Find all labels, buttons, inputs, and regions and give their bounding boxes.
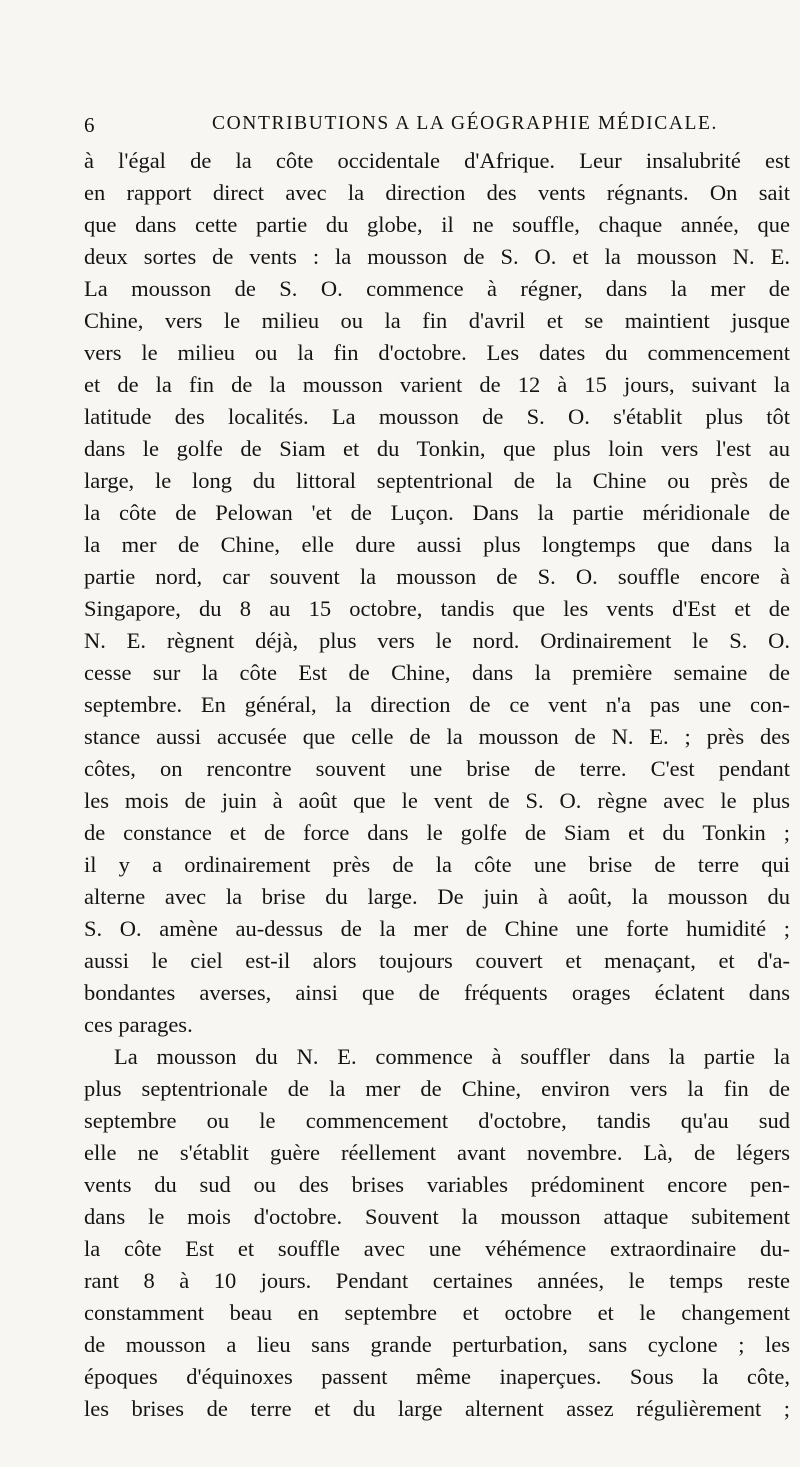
text-line: deux sortes de vents : la mousson de S. O. et la mousson N. E. [84, 244, 790, 269]
text-line: latitude des localités. La mousson de S. O. s'établit plus tôt [84, 404, 790, 429]
text-line: Singapore, du 8 au 15 octobre, tandis que les vents d'Est et de [84, 596, 790, 621]
text-line: large, le long du littoral septentrional de la Chine ou près de [84, 468, 790, 493]
page-number: 6 [84, 113, 96, 137]
text-line: N. E. règnent déjà, plus vers le nord. Ordinairement le S. O. [84, 628, 790, 653]
text-line: Chine, vers le milieu ou la fin d'avril et se maintient jusque [84, 308, 790, 333]
text-line: dans le golfe de Siam et du Tonkin, que plus loin vers l'est au [84, 436, 790, 461]
text-line: vents du sud ou des brises variables prédominent encore pen- [84, 1172, 790, 1197]
text-line: septembre. En général, la direction de ce vent n'a pas une con- [84, 692, 790, 717]
text-line: de constance et de force dans le golfe de Siam et du Tonkin ; [84, 820, 790, 845]
text-line: de mousson a lieu sans grande perturbation, sans cyclone ; les [84, 1332, 790, 1357]
text-line: vers le milieu ou la fin d'octobre. Les dates du commencement [84, 340, 790, 365]
text-line: La mousson de S. O. commence à régner, dans la mer de [84, 276, 790, 301]
text-line: époques d'équinoxes passent même inaperçues. Sous la côte, [84, 1364, 790, 1389]
text-line: à l'égal de la côte occidentale d'Afrique. Leur insalubrité est [84, 148, 790, 173]
text-line: dans le mois d'octobre. Souvent la mousson attaque subitement [84, 1204, 790, 1229]
text-line: il y a ordinairement près de la côte une brise de terre qui [84, 852, 790, 877]
text-line: alterne avec la brise du large. De juin à août, la mousson du [84, 884, 790, 909]
text-line: côtes, on rencontre souvent une brise de terre. C'est pendant [84, 756, 790, 781]
text-line: constamment beau en septembre et octobre et le changement [84, 1300, 790, 1325]
running-title: CONTRIBUTIONS A LA GÉOGRAPHIE MÉDICALE. [211, 113, 719, 134]
text-line: S. O. amène au-dessus de la mer de Chine une forte humidité ; [84, 916, 790, 941]
text-line: la côte de Pelowan 'et de Luçon. Dans la partie méridionale de [84, 500, 790, 525]
text-line: que dans cette partie du globe, il ne souffle, chaque année, que [84, 212, 790, 237]
text-line: les brises de terre et du large alternent assez régulièrement ; [84, 1396, 790, 1421]
text-line: plus septentrionale de la mer de Chine, environ vers la fin de [84, 1076, 790, 1101]
text-line: la mer de Chine, elle dure aussi plus longtemps que dans la [84, 532, 790, 557]
text-line: aussi le ciel est-il alors toujours couvert et menaçant, et d'a- [84, 948, 790, 973]
paragraph-first-line: La mousson du N. E. commence à souffler dans la partie la [114, 1044, 790, 1069]
page-header [84, 113, 790, 143]
text-line: les mois de juin à août que le vent de S. O. règne avec le plus [84, 788, 790, 813]
text-line: partie nord, car souvent la mousson de S. O. souffle encore à [84, 564, 790, 589]
text-line: rant 8 à 10 jours. Pendant certaines années, le temps reste [84, 1268, 790, 1293]
text-line: et de la fin de la mousson varient de 12 à 15 jours, suivant la [84, 372, 790, 397]
text-line: cesse sur la côte Est de Chine, dans la première semaine de [84, 660, 790, 685]
text-line: la côte Est et souffle avec une véhémence extraordinaire du- [84, 1236, 790, 1261]
paragraph-last-line: ces parages. [84, 1012, 193, 1037]
text-line: septembre ou le commencement d'octobre, tandis qu'au sud [84, 1108, 790, 1133]
text-line: en rapport direct avec la direction des vents régnants. On sait [84, 180, 790, 205]
body-text [84, 145, 790, 1425]
text-line: elle ne s'établit guère réellement avant novembre. Là, de légers [84, 1140, 790, 1165]
text-line: stance aussi accusée que celle de la mousson de N. E. ; près des [84, 724, 790, 749]
text-line: bondantes averses, ainsi que de fréquents orages éclatent dans [84, 980, 790, 1005]
